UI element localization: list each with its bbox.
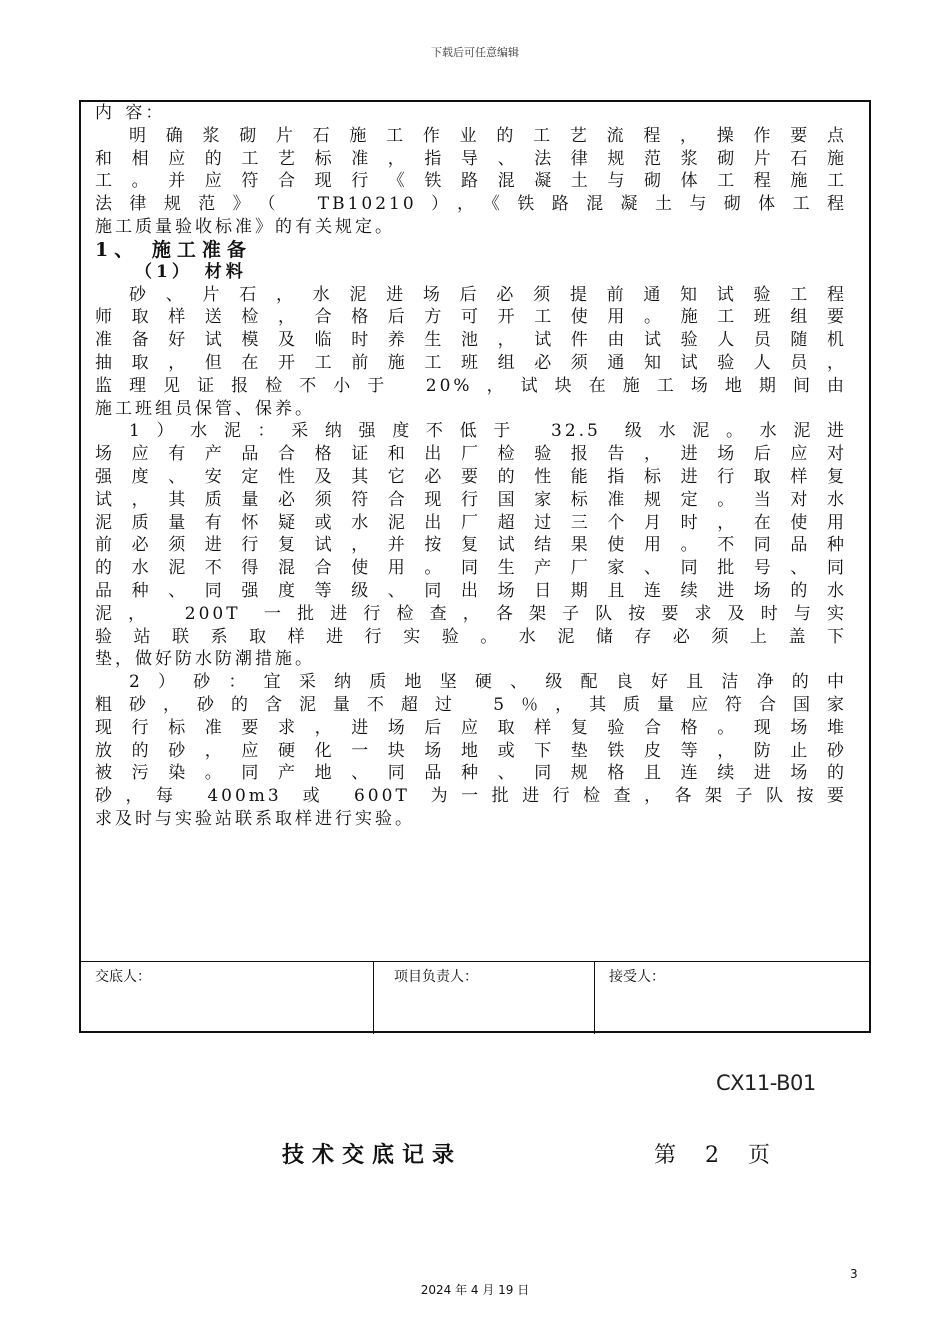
cement-line: 场应有产品合格证和出厂检验报告，进场后应对: [95, 444, 847, 465]
materials-line: 监理见证报检不小于 20%，试块在施工场地期间由: [95, 375, 847, 396]
cement-line: 验站联系取样进行实验。水泥储存必须上盖下: [95, 626, 847, 647]
subsection-title: （1） 材料: [135, 261, 247, 282]
materials-line: 抽取，但在开工前施工班组必须通知试验人员，: [95, 352, 847, 373]
cement-line: 泥， 200T 一批进行检查，各架子队按要求及时与实: [95, 603, 847, 624]
doc-title: 技术交底记录: [282, 1142, 463, 1168]
record-content: [95, 102, 847, 831]
signature-row: [79, 961, 871, 1033]
intro-line: 和相应的工艺标准，指导、法律规范浆砌片石施: [95, 148, 847, 169]
sand-line: 现行标准要求，进场后应取样复验合格。现场堆: [95, 717, 847, 738]
sand-line: 2）砂：宜采纳质地坚硬、级配良好且洁净的中: [129, 672, 847, 693]
receiver-signature-field: 接受人：: [594, 962, 869, 1034]
footer-date: 2024 年 4 月 19 日: [420, 1283, 530, 1297]
materials-line: 砂、片石，水泥进场后必须提前通知试验工程: [129, 284, 847, 305]
materials-line: 准备好试模及临时养生池，试件由试验人员随机: [95, 330, 847, 351]
content-label: 内 容：: [95, 103, 166, 123]
sand-line: 粗砂，砂的含泥量不超过 5％，其质量应符合国家: [95, 694, 847, 715]
page-number: 3: [850, 1267, 858, 1281]
header-note: 下载后可任意编辑: [431, 46, 519, 59]
materials-line: 师取样送检，合格后方可开工使用。施工班组要: [95, 307, 847, 328]
presenter-signature-field: 交底人：: [95, 969, 151, 985]
project-lead-signature-field: 项目负责人：: [373, 962, 594, 1034]
sand-line: 求及时与实验站联系取样进行实验。: [95, 808, 415, 829]
cement-line: 强度、安定性及其它必要的性能指标进行取样复: [95, 466, 847, 487]
cement-line: 的水泥不得混合使用。同生产厂家、同批号、同: [95, 558, 847, 579]
sand-line: 砂，每 400m3 或 600T 为一批进行检查，各架子队按要: [95, 786, 847, 807]
intro-line: 工。并应符合现行《铁路混凝土与砌体工程施工: [95, 171, 847, 192]
sand-line: 被污染。同产地、同品种、同规格且连续进场的: [95, 763, 847, 784]
cement-line: 试，其质量必须符合现行国家标准规定。当对水: [95, 489, 847, 510]
cement-line: 品种、同强度等级、同出场日期且连续进场的水: [95, 580, 847, 601]
sand-line: 放的砂，应硬化一块场地或下垫铁皮等，防止砂: [95, 740, 847, 761]
cement-line: 1）水泥：采纳强度不低于 32.5 级水泥。水泥进: [129, 421, 847, 442]
form-code: CX11-B01: [716, 1071, 816, 1095]
intro-line: 明确浆砌片石施工作业的工艺流程，操作要点: [129, 125, 847, 146]
materials-line: 施工班组员保管、保养。: [95, 398, 315, 419]
section-title: 1、 施工准备: [95, 238, 252, 261]
intro-line: 法律规范》（ TB10210），《铁路混凝土与砌体工程: [95, 194, 847, 215]
cement-line: 泥质量有怀疑或水泥出厂超过三个月时，在使用: [95, 512, 847, 533]
intro-line: 施工质量验收标准》的有关规定。: [95, 216, 395, 237]
cement-line: 前必须进行复试，并按复试结果使用。不同品种: [95, 535, 847, 556]
page-label: 第 2 页: [654, 1143, 772, 1168]
cement-line: 垫，做好防水防潮措施。: [95, 649, 315, 670]
